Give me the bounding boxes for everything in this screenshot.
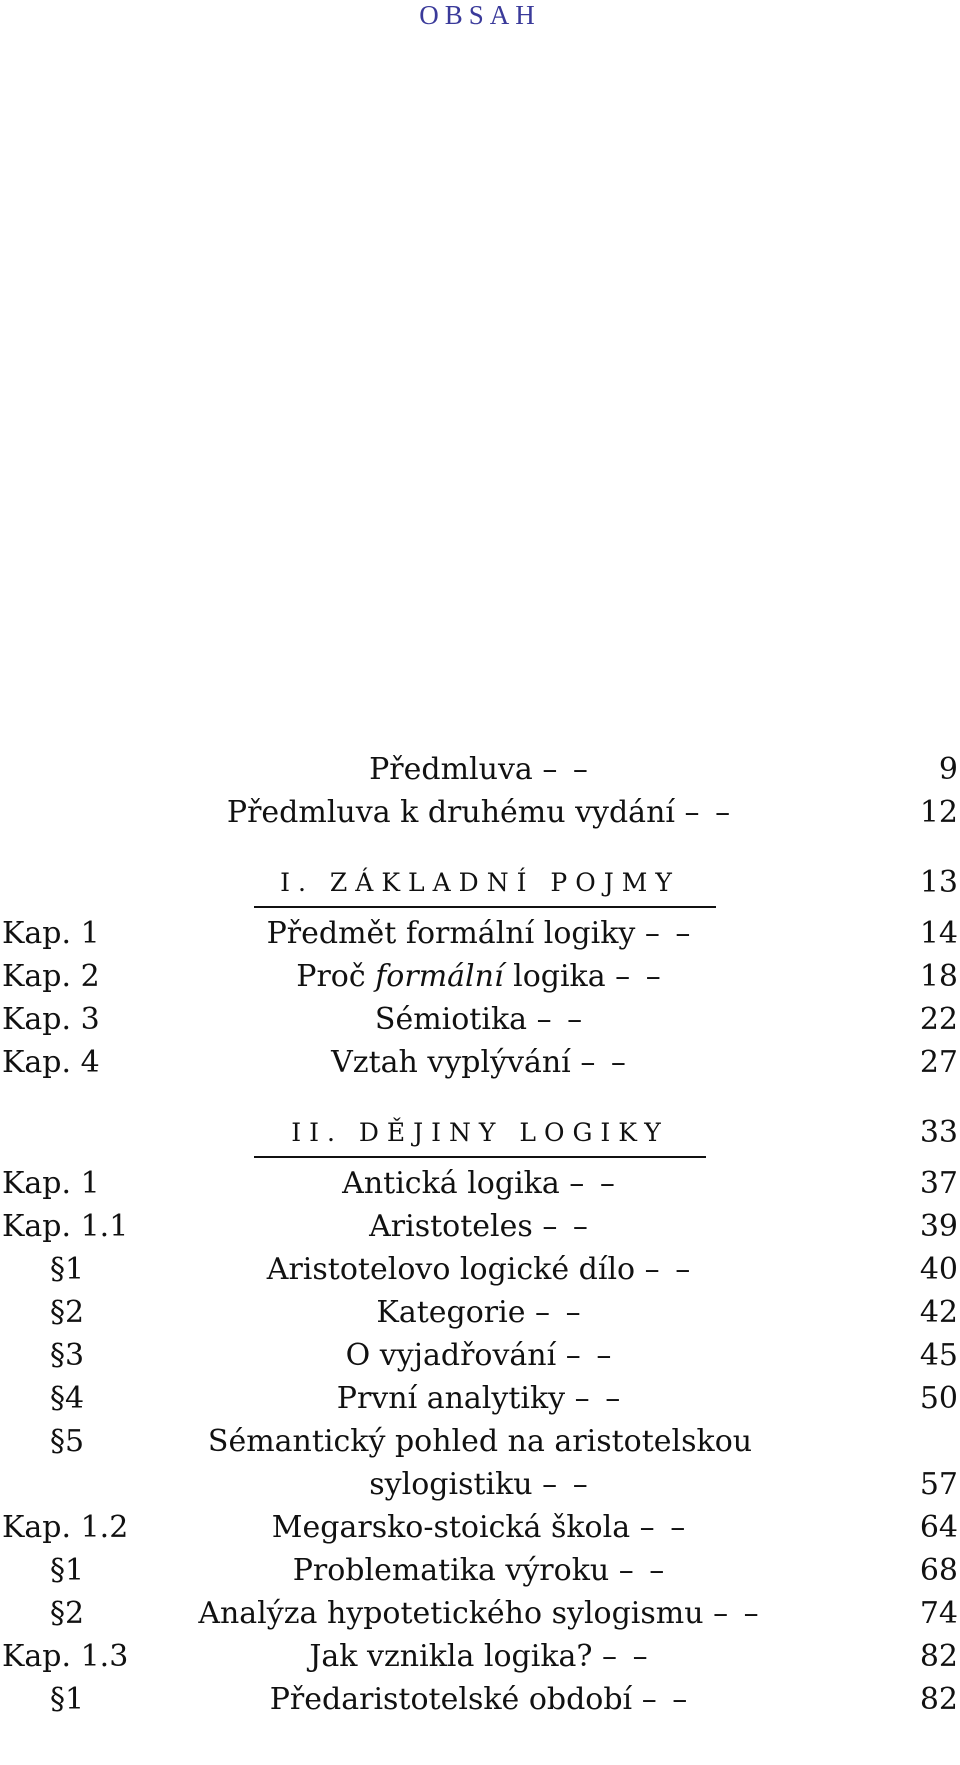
page-number: 57 xyxy=(919,1467,958,1502)
toc-entry-continuation[interactable]: sylogistiku – – 57 xyxy=(0,1463,960,1506)
leader: – – xyxy=(542,752,591,787)
section-label: §2 xyxy=(50,1295,85,1330)
page-number: 40 xyxy=(919,1252,958,1287)
toc-entry[interactable]: Kap. 1 Předmět formální logiky – – 14 xyxy=(0,912,960,955)
page-number: 42 xyxy=(919,1295,958,1330)
leader: – – xyxy=(684,795,734,830)
page-number: 27 xyxy=(919,1045,958,1080)
entry-title: Analýza hypotetického sylogismu xyxy=(198,1596,704,1631)
toc-entry[interactable]: Kap. 2 Proč formální logika – – 18 xyxy=(0,955,960,998)
chapter-label: Kap. 1.3 xyxy=(2,1639,129,1674)
toc-entry[interactable] xyxy=(0,1420,960,1463)
toc-entry-preface-second-edition[interactable] xyxy=(0,791,960,834)
page-number: 37 xyxy=(919,1166,958,1201)
page-number: 50 xyxy=(919,1381,958,1416)
section-label: §2 xyxy=(50,1596,85,1631)
entry-title: O vyjadřování xyxy=(345,1338,557,1373)
toc-entry[interactable]: Kap. 3 Sémiotika – – 22 xyxy=(0,998,960,1041)
entry-title: Problematika výroku xyxy=(292,1553,610,1588)
page-number: 14 xyxy=(919,916,958,951)
entry-title: Aristotelovo logické dílo xyxy=(266,1252,636,1287)
toc-entry[interactable]: Kap. 1.1 Aristoteles – – 39 xyxy=(0,1205,960,1248)
part-heading-1[interactable] xyxy=(0,854,960,912)
part-underline xyxy=(254,906,716,908)
toc-entry[interactable]: §1 Problematika výroku – – 68 xyxy=(0,1549,960,1592)
chapter-label: Kap. 3 xyxy=(2,1002,100,1037)
toc-entry[interactable]: §2 Kategorie – – 42 xyxy=(0,1291,960,1334)
entry-title: První analytiky xyxy=(336,1381,566,1416)
chapter-label: Kap. 1.1 xyxy=(2,1209,129,1244)
section-label: §1 xyxy=(50,1553,85,1588)
entry-title: Předmět formální logiky xyxy=(266,916,636,951)
entry-title-pre: Proč xyxy=(296,959,376,994)
toc-entry[interactable]: Kap. 1.2 Megarsko-stoická škola – – 64 xyxy=(0,1506,960,1549)
toc-entry[interactable]: Kap. 4 Vztah vyplývání – – 27 xyxy=(0,1041,960,1084)
toc-entry[interactable]: §3 O vyjadřování – – 45 xyxy=(0,1334,960,1377)
section-label: §3 xyxy=(50,1338,85,1373)
running-title: OBSAH xyxy=(419,0,541,30)
chapter-label: Kap. 1 xyxy=(2,916,100,951)
entry-title: Předaristotelské období xyxy=(269,1682,633,1717)
toc-entry[interactable]: §1 Aristotelovo logické dílo – – 40 xyxy=(0,1248,960,1291)
toc-entry[interactable]: §2 Analýza hypotetického sylogismu – – 74 xyxy=(0,1592,960,1635)
toc-entry[interactable]: §1 Předaristotelské období – – 82 xyxy=(0,1678,960,1721)
entry-title: Sémiotika xyxy=(374,1002,528,1037)
entry-title-post: logika xyxy=(503,959,606,994)
chapter-label: Kap. 1.2 xyxy=(2,1510,129,1545)
toc-entry[interactable]: §4 První analytiky – – 50 xyxy=(0,1377,960,1420)
entry-title: Antická logika xyxy=(342,1166,560,1201)
page-number: 33 xyxy=(919,1115,958,1150)
page-number: 82 xyxy=(919,1682,958,1717)
page-number: 45 xyxy=(919,1338,958,1373)
page-number: 68 xyxy=(919,1553,958,1588)
page-number: 18 xyxy=(919,959,958,994)
entry-title: Kategorie xyxy=(376,1295,526,1330)
entry-title: Megarsko-stoická škola xyxy=(271,1510,631,1545)
page-number: 22 xyxy=(919,1002,958,1037)
section-label: §1 xyxy=(50,1252,85,1287)
page-number: 39 xyxy=(919,1209,958,1244)
chapter-label: Kap. 1 xyxy=(2,1166,100,1201)
page-number: 64 xyxy=(919,1510,958,1545)
part-title: II. DĚJINY LOGIKY xyxy=(291,1118,669,1147)
entry-title: Předmluva xyxy=(369,752,533,787)
chapter-label: Kap. 2 xyxy=(2,959,100,994)
page-number: 82 xyxy=(919,1639,958,1674)
chapter-label: Kap. 4 xyxy=(2,1045,100,1080)
page-number: 13 xyxy=(919,865,958,900)
entry-title: Jak vznikla logika? xyxy=(309,1639,593,1674)
toc-entry[interactable]: Kap. 1.3 Jak vznikla logika? – – 82 xyxy=(0,1635,960,1678)
part-underline xyxy=(254,1156,706,1158)
entry-title: Vztah vyplývání xyxy=(331,1045,571,1080)
table-of-contents xyxy=(0,748,960,1721)
page-number: 74 xyxy=(919,1596,958,1631)
toc-entry-preface[interactable] xyxy=(0,748,960,791)
section-label: §1 xyxy=(50,1682,85,1717)
entry-title: Aristoteles xyxy=(369,1209,533,1244)
entry-title-emphasis: formální xyxy=(375,959,504,994)
section-label: §4 xyxy=(50,1381,85,1416)
entry-title: Sémantický pohled na aristotelskou xyxy=(207,1424,753,1459)
part-title: I. ZÁKLADNÍ POJMY xyxy=(280,868,680,897)
entry-title: Předmluva k druhému vydání xyxy=(226,795,675,830)
part-heading-2[interactable] xyxy=(0,1104,960,1162)
toc-entry[interactable]: Kap. 1 Antická logika – – 37 xyxy=(0,1162,960,1205)
page-number: 9 xyxy=(938,752,958,787)
page-number: 12 xyxy=(919,795,958,830)
section-label: §5 xyxy=(50,1424,85,1459)
entry-title-continued: sylogistiku xyxy=(369,1467,533,1502)
